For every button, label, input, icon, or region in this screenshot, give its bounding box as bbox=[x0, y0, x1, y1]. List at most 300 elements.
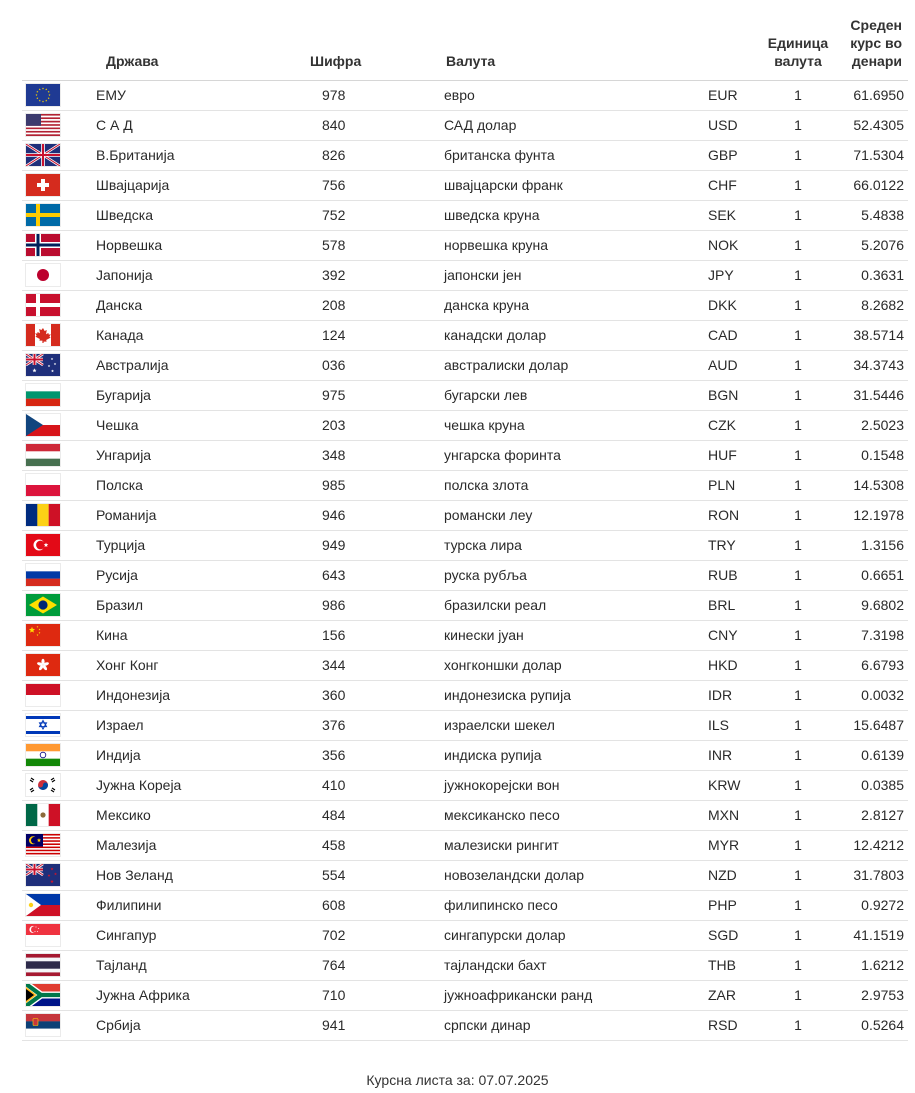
unit-cell: 1 bbox=[766, 110, 830, 140]
rate-cell: 38.5714 bbox=[830, 320, 908, 350]
flag-cell bbox=[22, 230, 94, 260]
flag-se-icon bbox=[26, 204, 60, 226]
flag-cell bbox=[22, 380, 94, 410]
table-row bbox=[22, 770, 908, 800]
rate-cell: 0.6651 bbox=[830, 560, 908, 590]
unit-cell: 1 bbox=[766, 740, 830, 770]
currency-name-cell: чешка круна bbox=[442, 410, 708, 440]
rate-cell: 31.7803 bbox=[830, 860, 908, 890]
country-cell: Унгарија bbox=[94, 440, 296, 470]
unit-cell: 1 bbox=[766, 800, 830, 830]
country-cell: Швајцарија bbox=[94, 170, 296, 200]
country-cell: Данска bbox=[94, 290, 296, 320]
flag-ro-icon bbox=[26, 504, 60, 526]
unit-header-line2: валута bbox=[774, 52, 822, 69]
country-cell: Израел bbox=[94, 710, 296, 740]
iso-code-cell: IDR bbox=[708, 680, 766, 710]
unit-cell: 1 bbox=[766, 380, 830, 410]
currency-name-cell: индиска рупија bbox=[442, 740, 708, 770]
flag-no-icon bbox=[26, 234, 60, 256]
iso-code-cell: BRL bbox=[708, 590, 766, 620]
country-cell: Малезија bbox=[94, 830, 296, 860]
currency-name-cell: израелски шекел bbox=[442, 710, 708, 740]
code-cell: 840 bbox=[296, 110, 442, 140]
unit-cell: 1 bbox=[766, 440, 830, 470]
currency-name-cell: хонгконшки долар bbox=[442, 650, 708, 680]
iso-code-cell: USD bbox=[708, 110, 766, 140]
code-cell: 702 bbox=[296, 920, 442, 950]
unit-cell: 1 bbox=[766, 710, 830, 740]
unit-cell: 1 bbox=[766, 290, 830, 320]
currency-name-cell: швајцарски франк bbox=[442, 170, 708, 200]
currency-name-cell: новозеландски долар bbox=[442, 860, 708, 890]
flag-cz-icon bbox=[26, 414, 60, 436]
code-cell: 578 bbox=[296, 230, 442, 260]
flag-cell bbox=[22, 80, 94, 110]
iso-code-cell: RUB bbox=[708, 560, 766, 590]
table-row bbox=[22, 560, 908, 590]
currency-name-cell: евро bbox=[442, 80, 708, 110]
exchange-rate-list bbox=[22, 0, 904, 1041]
code-cell: 608 bbox=[296, 890, 442, 920]
code-cell: 203 bbox=[296, 410, 442, 440]
rate-cell: 5.4838 bbox=[830, 200, 908, 230]
iso-code-cell: THB bbox=[708, 950, 766, 980]
rate-cell: 12.4212 bbox=[830, 830, 908, 860]
flag-cell bbox=[22, 110, 94, 140]
flag-cell bbox=[22, 410, 94, 440]
table-row bbox=[22, 200, 908, 230]
table-row bbox=[22, 500, 908, 530]
flag-cell bbox=[22, 290, 94, 320]
currency-name-cell: бугарски лев bbox=[442, 380, 708, 410]
currency-name-cell: австралиски долар bbox=[442, 350, 708, 380]
flag-cell bbox=[22, 980, 94, 1010]
rate-cell: 15.6487 bbox=[830, 710, 908, 740]
iso-code-cell: PLN bbox=[708, 470, 766, 500]
unit-cell: 1 bbox=[766, 530, 830, 560]
currency-name-cell: индонезиска рупија bbox=[442, 680, 708, 710]
code-cell: 986 bbox=[296, 590, 442, 620]
rate-header-line2: курс во bbox=[850, 34, 902, 51]
unit-cell: 1 bbox=[766, 500, 830, 530]
unit-cell: 1 bbox=[766, 620, 830, 650]
rate-cell: 0.0032 bbox=[830, 680, 908, 710]
flag-cell bbox=[22, 170, 94, 200]
table-row bbox=[22, 230, 908, 260]
unit-cell: 1 bbox=[766, 200, 830, 230]
rate-list-date: Курсна листа за: 07.07.2025 bbox=[366, 1072, 549, 1088]
country-column-header: Држава bbox=[94, 0, 296, 80]
country-cell: Јапонија bbox=[94, 260, 296, 290]
iso-code-cell: CAD bbox=[708, 320, 766, 350]
code-cell: 826 bbox=[296, 140, 442, 170]
country-cell: Романија bbox=[94, 500, 296, 530]
iso-code-cell: CZK bbox=[708, 410, 766, 440]
rate-cell: 0.6139 bbox=[830, 740, 908, 770]
code-cell: 752 bbox=[296, 200, 442, 230]
code-cell: 946 bbox=[296, 500, 442, 530]
currency-name-cell: британска фунта bbox=[442, 140, 708, 170]
flag-us-icon bbox=[26, 114, 60, 136]
currency-name-cell: САД долар bbox=[442, 110, 708, 140]
rate-cell: 66.0122 bbox=[830, 170, 908, 200]
rate-cell: 7.3198 bbox=[830, 620, 908, 650]
currency-name-cell: филипинско песо bbox=[442, 890, 708, 920]
flag-column-header bbox=[22, 0, 94, 80]
unit-cell: 1 bbox=[766, 470, 830, 500]
flag-tr-icon bbox=[26, 534, 60, 556]
table-row bbox=[22, 590, 908, 620]
iso-code-cell: MXN bbox=[708, 800, 766, 830]
code-cell: 985 bbox=[296, 470, 442, 500]
unit-cell: 1 bbox=[766, 920, 830, 950]
flag-cell bbox=[22, 650, 94, 680]
country-cell: Тајланд bbox=[94, 950, 296, 980]
currency-name-cell: сингапурски долар bbox=[442, 920, 708, 950]
country-cell: Сингапур bbox=[94, 920, 296, 950]
country-cell: Филипини bbox=[94, 890, 296, 920]
flag-cell bbox=[22, 770, 94, 800]
flag-za-icon bbox=[26, 984, 60, 1006]
rate-cell: 0.9272 bbox=[830, 890, 908, 920]
flag-ph-icon bbox=[26, 894, 60, 916]
unit-cell: 1 bbox=[766, 980, 830, 1010]
code-cell: 975 bbox=[296, 380, 442, 410]
rate-cell: 8.2682 bbox=[830, 290, 908, 320]
table-row bbox=[22, 800, 908, 830]
code-cell: 484 bbox=[296, 800, 442, 830]
code-cell: 360 bbox=[296, 680, 442, 710]
country-cell: Јужна Кореја bbox=[94, 770, 296, 800]
table-row bbox=[22, 530, 908, 560]
country-cell: Русија bbox=[94, 560, 296, 590]
currency-name-cell: данска круна bbox=[442, 290, 708, 320]
flag-nz-icon bbox=[26, 864, 60, 886]
currency-name-cell: норвешка круна bbox=[442, 230, 708, 260]
rate-cell: 41.1519 bbox=[830, 920, 908, 950]
country-cell: Канада bbox=[94, 320, 296, 350]
iso-code-cell: BGN bbox=[708, 380, 766, 410]
rate-cell: 2.5023 bbox=[830, 410, 908, 440]
unit-cell: 1 bbox=[766, 830, 830, 860]
country-cell: Турција bbox=[94, 530, 296, 560]
table-row bbox=[22, 620, 908, 650]
flag-ru-icon bbox=[26, 564, 60, 586]
code-cell: 764 bbox=[296, 950, 442, 980]
rate-cell: 2.9753 bbox=[830, 980, 908, 1010]
iso-code-cell: INR bbox=[708, 740, 766, 770]
currency-name-cell: шведска круна bbox=[442, 200, 708, 230]
table-row bbox=[22, 350, 908, 380]
country-cell: Австралија bbox=[94, 350, 296, 380]
country-cell: Србија bbox=[94, 1010, 296, 1040]
code-cell: 554 bbox=[296, 860, 442, 890]
iso-code-cell: HUF bbox=[708, 440, 766, 470]
code-cell: 344 bbox=[296, 650, 442, 680]
flag-cell bbox=[22, 920, 94, 950]
iso-code-cell: CHF bbox=[708, 170, 766, 200]
code-cell: 756 bbox=[296, 170, 442, 200]
table-row bbox=[22, 680, 908, 710]
table-row bbox=[22, 320, 908, 350]
flag-cell bbox=[22, 470, 94, 500]
flag-au-icon bbox=[26, 354, 60, 376]
flag-cell bbox=[22, 500, 94, 530]
code-cell: 124 bbox=[296, 320, 442, 350]
iso-code-cell: SGD bbox=[708, 920, 766, 950]
country-cell: В.Британија bbox=[94, 140, 296, 170]
exchange-rate-table bbox=[22, 0, 908, 1041]
iso-code-cell: GBP bbox=[708, 140, 766, 170]
code-cell: 036 bbox=[296, 350, 442, 380]
flag-cell bbox=[22, 260, 94, 290]
currency-name-cell: романски леу bbox=[442, 500, 708, 530]
currency-name-cell: српски динар bbox=[442, 1010, 708, 1040]
country-cell: С А Д bbox=[94, 110, 296, 140]
iso-code-cell: EUR bbox=[708, 80, 766, 110]
country-cell: ЕМУ bbox=[94, 80, 296, 110]
unit-cell: 1 bbox=[766, 1010, 830, 1040]
iso-code-cell: KRW bbox=[708, 770, 766, 800]
rate-cell: 1.3156 bbox=[830, 530, 908, 560]
flag-hu-icon bbox=[26, 444, 60, 466]
unit-cell: 1 bbox=[766, 350, 830, 380]
currency-name-cell: малезиски рингит bbox=[442, 830, 708, 860]
currency-name-cell: турска лира bbox=[442, 530, 708, 560]
unit-cell: 1 bbox=[766, 860, 830, 890]
table-row bbox=[22, 170, 908, 200]
country-cell: Хонг Конг bbox=[94, 650, 296, 680]
rate-cell: 0.3631 bbox=[830, 260, 908, 290]
rate-cell: 31.5446 bbox=[830, 380, 908, 410]
flag-cell bbox=[22, 350, 94, 380]
flag-jp-icon bbox=[26, 264, 60, 286]
rate-cell: 12.1978 bbox=[830, 500, 908, 530]
table-row bbox=[22, 830, 908, 860]
unit-cell: 1 bbox=[766, 560, 830, 590]
flag-cell bbox=[22, 590, 94, 620]
table-row bbox=[22, 980, 908, 1010]
flag-eu-icon bbox=[26, 84, 60, 106]
country-cell: Шведска bbox=[94, 200, 296, 230]
rate-column-header bbox=[830, 0, 908, 80]
rate-cell: 0.0385 bbox=[830, 770, 908, 800]
table-row bbox=[22, 440, 908, 470]
table-row bbox=[22, 920, 908, 950]
table-body bbox=[22, 80, 908, 1040]
unit-cell: 1 bbox=[766, 410, 830, 440]
iso-code-cell: PHP bbox=[708, 890, 766, 920]
rate-cell: 0.5264 bbox=[830, 1010, 908, 1040]
flag-sg-icon bbox=[26, 924, 60, 946]
flag-br-icon bbox=[26, 594, 60, 616]
code-cell: 156 bbox=[296, 620, 442, 650]
iso-code-cell: JPY bbox=[708, 260, 766, 290]
flag-cell bbox=[22, 530, 94, 560]
unit-cell: 1 bbox=[766, 680, 830, 710]
table-header-row bbox=[22, 0, 908, 80]
flag-mx-icon bbox=[26, 804, 60, 826]
iso-code-cell: MYR bbox=[708, 830, 766, 860]
table-row bbox=[22, 650, 908, 680]
country-cell: Мексико bbox=[94, 800, 296, 830]
flag-cell bbox=[22, 740, 94, 770]
flag-my-icon bbox=[26, 834, 60, 856]
table-row bbox=[22, 260, 908, 290]
flag-dk-icon bbox=[26, 294, 60, 316]
country-cell: Полска bbox=[94, 470, 296, 500]
unit-cell: 1 bbox=[766, 260, 830, 290]
flag-cell bbox=[22, 830, 94, 860]
iso-code-cell: DKK bbox=[708, 290, 766, 320]
country-cell: Јужна Африка bbox=[94, 980, 296, 1010]
currency-column-header: Валута bbox=[442, 0, 708, 80]
currency-name-cell: јужноафрикански ранд bbox=[442, 980, 708, 1010]
iso-code-cell: TRY bbox=[708, 530, 766, 560]
currency-name-cell: полска злота bbox=[442, 470, 708, 500]
currency-name-cell: јужнокорејски вон bbox=[442, 770, 708, 800]
unit-cell: 1 bbox=[766, 770, 830, 800]
iso-code-cell: CNY bbox=[708, 620, 766, 650]
table-row bbox=[22, 470, 908, 500]
flag-cell bbox=[22, 440, 94, 470]
unit-column-header bbox=[766, 0, 830, 80]
country-cell: Бугарија bbox=[94, 380, 296, 410]
unit-cell: 1 bbox=[766, 170, 830, 200]
code-cell: 392 bbox=[296, 260, 442, 290]
flag-cell bbox=[22, 710, 94, 740]
flag-bg-icon bbox=[26, 384, 60, 406]
flag-ca-icon bbox=[26, 324, 60, 346]
code-cell: 348 bbox=[296, 440, 442, 470]
unit-cell: 1 bbox=[766, 80, 830, 110]
rate-cell: 9.6802 bbox=[830, 590, 908, 620]
iso-code-cell: RON bbox=[708, 500, 766, 530]
currency-name-cell: тајландски бахт bbox=[442, 950, 708, 980]
iso-code-cell: NOK bbox=[708, 230, 766, 260]
rate-header-line3: денари bbox=[851, 52, 902, 69]
flag-cell bbox=[22, 560, 94, 590]
code-cell: 458 bbox=[296, 830, 442, 860]
flag-id-icon bbox=[26, 684, 60, 706]
rate-cell: 6.6793 bbox=[830, 650, 908, 680]
country-cell: Кина bbox=[94, 620, 296, 650]
country-cell: Норвешка bbox=[94, 230, 296, 260]
table-row bbox=[22, 950, 908, 980]
rate-cell: 5.2076 bbox=[830, 230, 908, 260]
country-cell: Индонезија bbox=[94, 680, 296, 710]
table-row bbox=[22, 740, 908, 770]
code-cell: 410 bbox=[296, 770, 442, 800]
table-row bbox=[22, 380, 908, 410]
unit-cell: 1 bbox=[766, 230, 830, 260]
currency-name-cell: унгарска форинта bbox=[442, 440, 708, 470]
flag-cell bbox=[22, 620, 94, 650]
table-row bbox=[22, 860, 908, 890]
flag-il-icon bbox=[26, 714, 60, 736]
code-cell: 208 bbox=[296, 290, 442, 320]
flag-cell bbox=[22, 800, 94, 830]
rate-cell: 14.5308 bbox=[830, 470, 908, 500]
country-cell: Нов Зеланд bbox=[94, 860, 296, 890]
country-cell: Бразил bbox=[94, 590, 296, 620]
flag-cell bbox=[22, 320, 94, 350]
rate-header-line1: Среден bbox=[850, 16, 902, 33]
flag-hk-icon bbox=[26, 654, 60, 676]
table-row bbox=[22, 710, 908, 740]
currency-name-cell: бразилски реал bbox=[442, 590, 708, 620]
table-row bbox=[22, 80, 908, 110]
unit-header-line1: Единица bbox=[767, 34, 829, 51]
code-cell: 941 bbox=[296, 1010, 442, 1040]
flag-gb-icon bbox=[26, 144, 60, 166]
flag-cell bbox=[22, 860, 94, 890]
flag-pl-icon bbox=[26, 474, 60, 496]
rate-cell: 52.4305 bbox=[830, 110, 908, 140]
code-cell: 949 bbox=[296, 530, 442, 560]
currency-name-cell: руска рубља bbox=[442, 560, 708, 590]
iso-code-cell: NZD bbox=[708, 860, 766, 890]
flag-rs-icon bbox=[26, 1014, 60, 1036]
unit-cell: 1 bbox=[766, 590, 830, 620]
code-cell: 710 bbox=[296, 980, 442, 1010]
rate-cell: 34.3743 bbox=[830, 350, 908, 380]
flag-cell bbox=[22, 200, 94, 230]
flag-in-icon bbox=[26, 744, 60, 766]
code-cell: 643 bbox=[296, 560, 442, 590]
code-cell: 356 bbox=[296, 740, 442, 770]
rate-cell: 61.6950 bbox=[830, 80, 908, 110]
flag-cell bbox=[22, 950, 94, 980]
currency-name-cell: кинески јуан bbox=[442, 620, 708, 650]
table-row bbox=[22, 410, 908, 440]
table-row bbox=[22, 140, 908, 170]
unit-cell: 1 bbox=[766, 950, 830, 980]
flag-kr-icon bbox=[26, 774, 60, 796]
code-cell: 978 bbox=[296, 80, 442, 110]
iso-code-cell: ZAR bbox=[708, 980, 766, 1010]
iso-code-cell: RSD bbox=[708, 1010, 766, 1040]
unit-cell: 1 bbox=[766, 650, 830, 680]
flag-cell bbox=[22, 1010, 94, 1040]
country-cell: Индија bbox=[94, 740, 296, 770]
code-cell: 376 bbox=[296, 710, 442, 740]
code-column-header: Шифра bbox=[296, 0, 442, 80]
flag-ch-icon bbox=[26, 174, 60, 196]
country-cell: Чешка bbox=[94, 410, 296, 440]
flag-th-icon bbox=[26, 954, 60, 976]
flag-cn-icon bbox=[26, 624, 60, 646]
table-row bbox=[22, 290, 908, 320]
unit-cell: 1 bbox=[766, 890, 830, 920]
iso-code-cell: HKD bbox=[708, 650, 766, 680]
currency-name-cell: мексиканско песо bbox=[442, 800, 708, 830]
unit-cell: 1 bbox=[766, 320, 830, 350]
iso-code-cell: AUD bbox=[708, 350, 766, 380]
rate-cell: 71.5304 bbox=[830, 140, 908, 170]
rate-cell: 0.1548 bbox=[830, 440, 908, 470]
table-row bbox=[22, 110, 908, 140]
iso-code-cell: SEK bbox=[708, 200, 766, 230]
currency-name-cell: канадски долар bbox=[442, 320, 708, 350]
iso-code-cell: ILS bbox=[708, 710, 766, 740]
flag-cell bbox=[22, 680, 94, 710]
flag-cell bbox=[22, 140, 94, 170]
currency-name-cell: јапонски јен bbox=[442, 260, 708, 290]
flag-cell bbox=[22, 890, 94, 920]
iso-column-header bbox=[708, 0, 766, 80]
